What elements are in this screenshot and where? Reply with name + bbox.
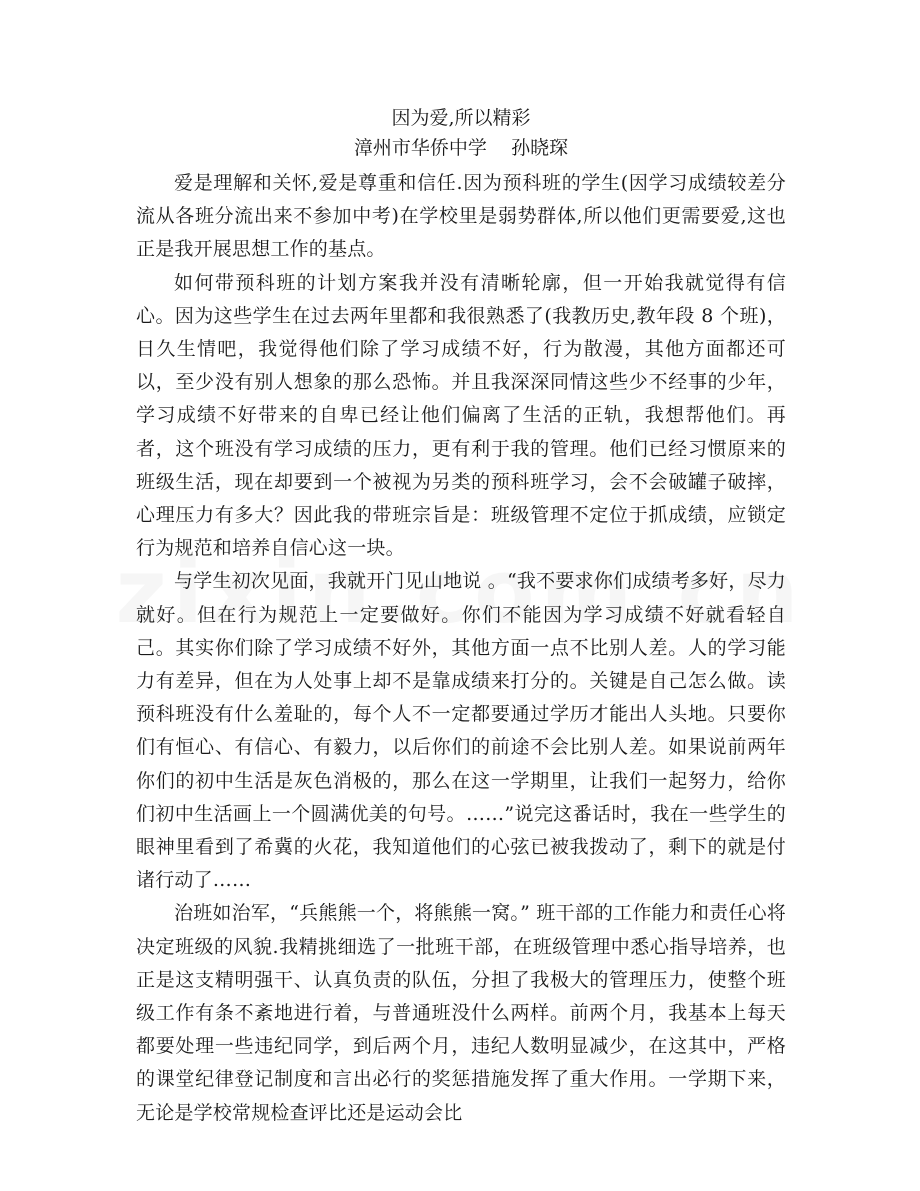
document-byline: 漳州市华侨中学 孙晓琛 bbox=[353, 137, 569, 159]
document-title: 因为爱,所以精彩 bbox=[391, 107, 531, 129]
paragraph-4: 治班如治军，“兵熊熊一个，将熊熊一窝。” 班干部的工作能力和责任心将决定班级的风貌.我精挑细选了一批班干部，在班级管理中悉心指导培养，也正是这支精明强干、认真负责的队伍，分担了我极大的管理压力，使整个班级工作有条不紊地进行着，与普通班没什么两样。前两个月，我基本上每天都要处理一些违纪同学，到后两个月，违纪人数明显减少，在这其中，严格的课堂纪律登记制度和言出必行的奖惩措施发挥了重大作用。一学期下来，无论是学校常规检查评比还是运动会比 bbox=[136, 902, 786, 1124]
document-page bbox=[136, 103, 786, 1130]
paragraph-3: 与学生初次见面，我就开门见山地说 。“我不要求你们成绩考多好，尽力就好。但在行为规范上一定要做好。你们不能因为学习成绩不好就看轻自己。其实你们除了学习成绩不好外，其他方面一点不比别人差。人的学习能力有差异，但在为人处事上却不是靠成绩来打分的。关键是自己怎么做。读预科班没有什么羞耻的，每个人不一定都要通过学历才能出人头地。只要你们有恒心、有信心、有毅力，以后你们的前途不会比别人差。如果说前两年你们的初中生活是灰色消极的，那么在这一学期里，让我们一起努力，给你们初中生活画上一个圆满优美的句号。……”说完这番话时，我在一些学生的眼神里看到了希冀的火花，我知道他们的心弦已被我拨动了，剩下的就是付诸行动了…… bbox=[136, 570, 786, 892]
paragraph-1: 爱是理解和关怀,爱是尊重和信任.因为预科班的学生(因学习成绩较差分流从各班分流出来不参加中考)在学校里是弱势群体,所以他们更需要爱,这也正是我开展思想工作的基点。 bbox=[136, 172, 786, 261]
paragraph-2: 如何带预科班的计划方案我并没有清晰轮廓，但一开始我就觉得有信心。因为这些学生在过去两年里都和我很熟悉了(我教历史,教年段 8 个班)，日久生情吧，我觉得他们除了学习成绩不好，行为散漫，其他方面都还可以，至少没有别人想象的那么恐怖。并且我深深同情这些少不经事的少年，学习成绩不好带来的自卑已经让他们偏离了生活的正轨，我想帮他们。再者，这个班没有学习成绩的压力，更有利于我的管理。他们已经习惯原来的班级生活，现在却要到一个被视为另类的预科班学习，会不会破罐子破摔，心理压力有多大？因此我的带班宗旨是：班级管理不定位于抓成绩，应锁定行为规范和培养自信心这一块。 bbox=[136, 271, 786, 560]
